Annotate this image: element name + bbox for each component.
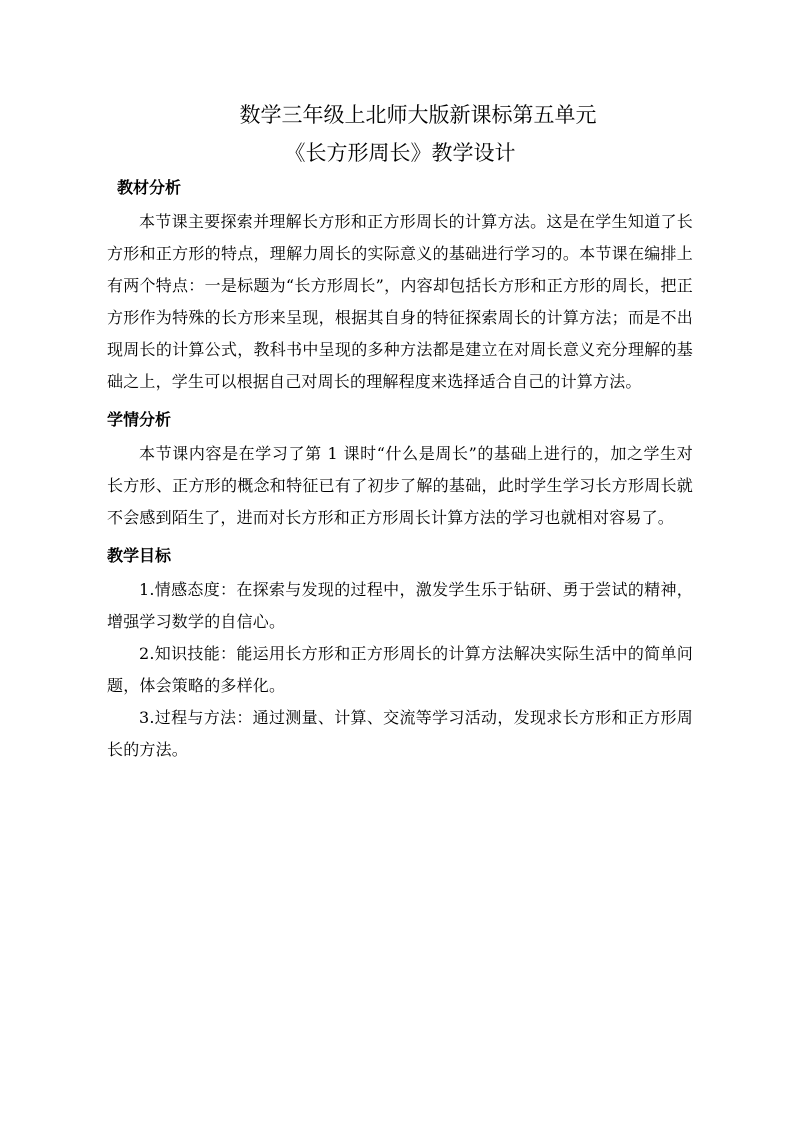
section-heading: 教材分析 [117,178,182,197]
section-heading: 学情分析 [107,410,172,429]
objective-item: 1.情感态度：在探索与发现的过程中，激发学生乐于钻研、勇于尝试的精神，增强学习数学的自信心。 [107,580,693,631]
section-learner-analysis [107,408,693,534]
document-title-line-2: 《长方形周长》教学设计 [284,141,516,165]
document-title-line-1: 数学三年级上北师大版新课标第五单元 [239,103,597,127]
objective-item: 3.过程与方法：通过测量、计算、交流等学习活动，发现求长方形和正方形周长的方法。 [107,708,693,759]
section-teaching-objectives [107,544,693,766]
paragraph: 本节课主要探索并理解长方形和正方形周长的计算方法。这是在学生知道了长方形和正方形的特点，理解力周长的实际意义的基础进行学习的。本节课在编排上有两个特点：一是标题为“长方形周长”，内容却包括长方形和正方形的周长，把正方形作为特殊的长方形来呈现，根据其自身的特征探索周长的计算方法；而是不出现周长的计算公式，教科书中呈现的多种方法都是建立在对周长意义充分理解的基础之上，学生可以根据自己对周长的理解程度来选择适合自己的计算方法。 [107,212,693,391]
document-page [107,96,693,770]
paragraph: 本节课内容是在学习了第 1 课时“什么是周长”的基础上进行的，加之学生对长方形、正方形的概念和特征已有了初步了解的基础，此时学生学习长方形周长就不会感到陌生了，进而对长方形和正方形周长计算方法的学习也就相对容易了。 [107,444,693,527]
section-heading: 教学目标 [107,546,172,565]
section-materials-analysis [107,176,693,398]
objective-item: 2.知识技能：能运用长方形和正方形周长的计算方法解决实际生活中的简单问题，体会策略的多样化。 [107,644,693,695]
